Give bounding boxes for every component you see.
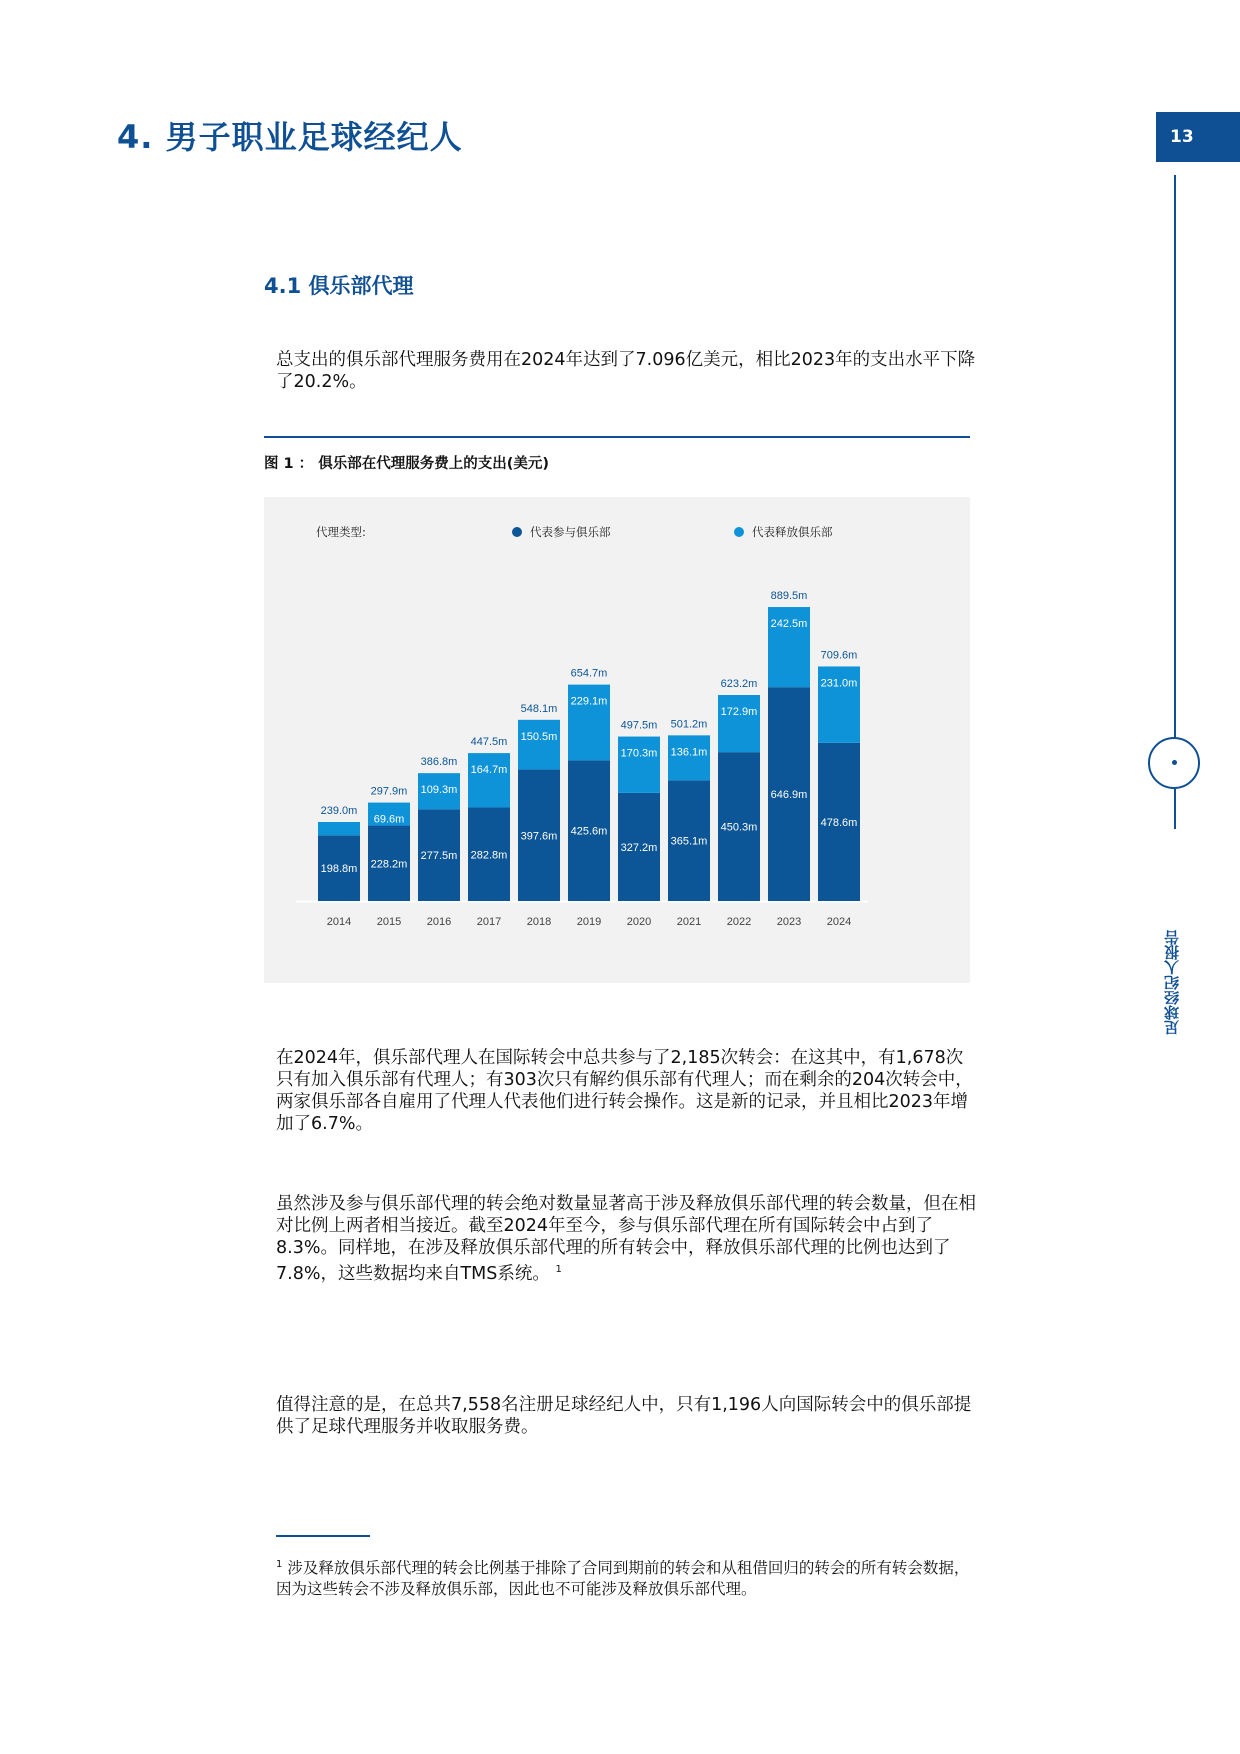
x-tick-2015: 2015 [376,916,402,928]
body-paragraph-1: 在2024年，俱乐部代理人在国际转会中总共参与了2,185次转会：在这其中，有1,678次只有加入俱乐部有代理人；有303次只有解约俱乐部有代理人；而在剩余的204次转会中，两家俱乐部各自雇用了代理人代表他们进行转会操作。这是新的记录，并且相比2023年增加了6.7%。 [276,1048,973,1134]
x-tick-2017: 2017 [476,916,502,928]
label-releasing-2024: 231.0m [820,677,858,690]
x-tick-2020: 2020 [626,916,652,928]
chart-panel [264,497,970,983]
label-engaging-2014: 198.8m [320,863,358,876]
label-engaging-2015: 228.2m [370,858,408,871]
legend-label-releasing: 代表释放俱乐部 [752,525,833,539]
label-total-2016: 386.8m [420,756,458,769]
label-total-2019: 654.7m [570,667,608,680]
figure-caption: 图 1 ： 俱乐部在代理服务费上的支出(美元) [264,456,549,472]
label-engaging-2023: 646.9m [770,789,808,802]
label-total-2020: 497.5m [620,719,658,732]
figure-rule [264,436,970,438]
section-title: 4.1 俱乐部代理 [264,274,414,298]
label-releasing-2017: 164.7m [470,764,508,777]
chapter-title: 4. 男子职业足球经纪人 [117,118,463,156]
label-total-2018: 548.1m [520,702,558,715]
label-total-2015: 297.9m [370,785,408,798]
label-total-2014: 239.0m [320,805,358,818]
footnote-reference[interactable]: 1 [555,1264,562,1275]
label-engaging-2024: 478.6m [820,816,858,829]
bar-releasing-2014 [318,822,360,835]
report-side-label: 足球经纪人报告 [1163,930,1181,1035]
side-rule-top [1174,175,1176,739]
label-releasing-2015: 69.6m [373,813,405,826]
label-engaging-2016: 277.5m [420,850,458,863]
label-releasing-2022: 172.9m [720,706,758,719]
x-tick-2016: 2016 [426,916,452,928]
footnote [276,1554,976,1600]
x-tick-2023: 2023 [776,916,802,928]
x-tick-2018: 2018 [526,916,552,928]
label-total-2021: 501.2m [670,718,708,731]
label-releasing-2016: 109.3m [420,784,458,797]
legend-label-engaging: 代表参与俱乐部 [530,525,611,539]
bar-releasing-2017 [468,753,510,807]
label-releasing-2019: 229.1m [570,695,608,708]
label-engaging-2018: 397.6m [520,830,558,843]
label-releasing-2018: 150.5m [520,730,558,743]
body-paragraph-2 [276,1193,976,1285]
label-engaging-2019: 425.6m [570,825,608,838]
label-releasing-2021: 136.1m [670,746,708,759]
body-paragraph-2-text: 虽然涉及参与俱乐部代理的转会绝对数量显著高于涉及释放俱乐部代理的转会数量，但在相对比例上两者相当接近。截至2024年至今，参与俱乐部代理在所有国际转会中占到了8.3%。同样地，在涉及释放俱乐部代理的所有转会中，释放俱乐部代理的比例也达到了7.8%，这些数据均来自TMS系统。 [276,1194,976,1284]
side-nav-dot [1172,760,1177,765]
label-engaging-2020: 327.2m [620,841,658,854]
x-tick-2019: 2019 [576,916,602,928]
legend-title: 代理类型: [316,525,366,539]
footnote-rule [276,1535,370,1537]
label-engaging-2017: 282.8m [470,849,508,862]
footnote-text: 涉及释放俱乐部代理的转会比例基于排除了合同到期前的转会和从租借回归的转会的所有转会数据，因为这些转会不涉及释放俱乐部，因此也不可能涉及释放俱乐部代理。 [276,1559,970,1599]
bar-releasing-2022 [718,695,760,752]
label-total-2024: 709.6m [820,649,858,662]
label-total-2023: 889.5m [770,590,808,603]
page-number-tab: 13 [1156,112,1240,162]
footnote-marker: 1 [276,1559,283,1570]
x-tick-2024: 2024 [826,916,852,928]
label-total-2022: 623.2m [720,678,758,691]
x-tick-2014: 2014 [326,916,352,928]
bar-releasing-2020 [618,737,660,793]
body-paragraph-3: 值得注意的是，在总共7,558名注册足球经纪人中，只有1,196人向国际转会中的俱乐部提供了足球代理服务并收取服务费。 [276,1395,972,1437]
label-releasing-2020: 170.3m [620,747,658,760]
x-tick-2022: 2022 [726,916,752,928]
label-releasing-2023: 242.5m [770,618,808,631]
label-total-2017: 447.5m [470,736,508,749]
x-tick-2021: 2021 [676,916,702,928]
stacked-bar-chart [264,497,970,983]
side-rule-bottom [1174,789,1176,829]
intro-paragraph: 总支出的俱乐部代理服务费用在2024年达到了7.096亿美元，相比2023年的支出水平下降了20.2%。 [276,350,976,392]
label-engaging-2022: 450.3m [720,821,758,834]
bar-releasing-2018 [518,720,560,770]
label-engaging-2021: 365.1m [670,835,708,848]
